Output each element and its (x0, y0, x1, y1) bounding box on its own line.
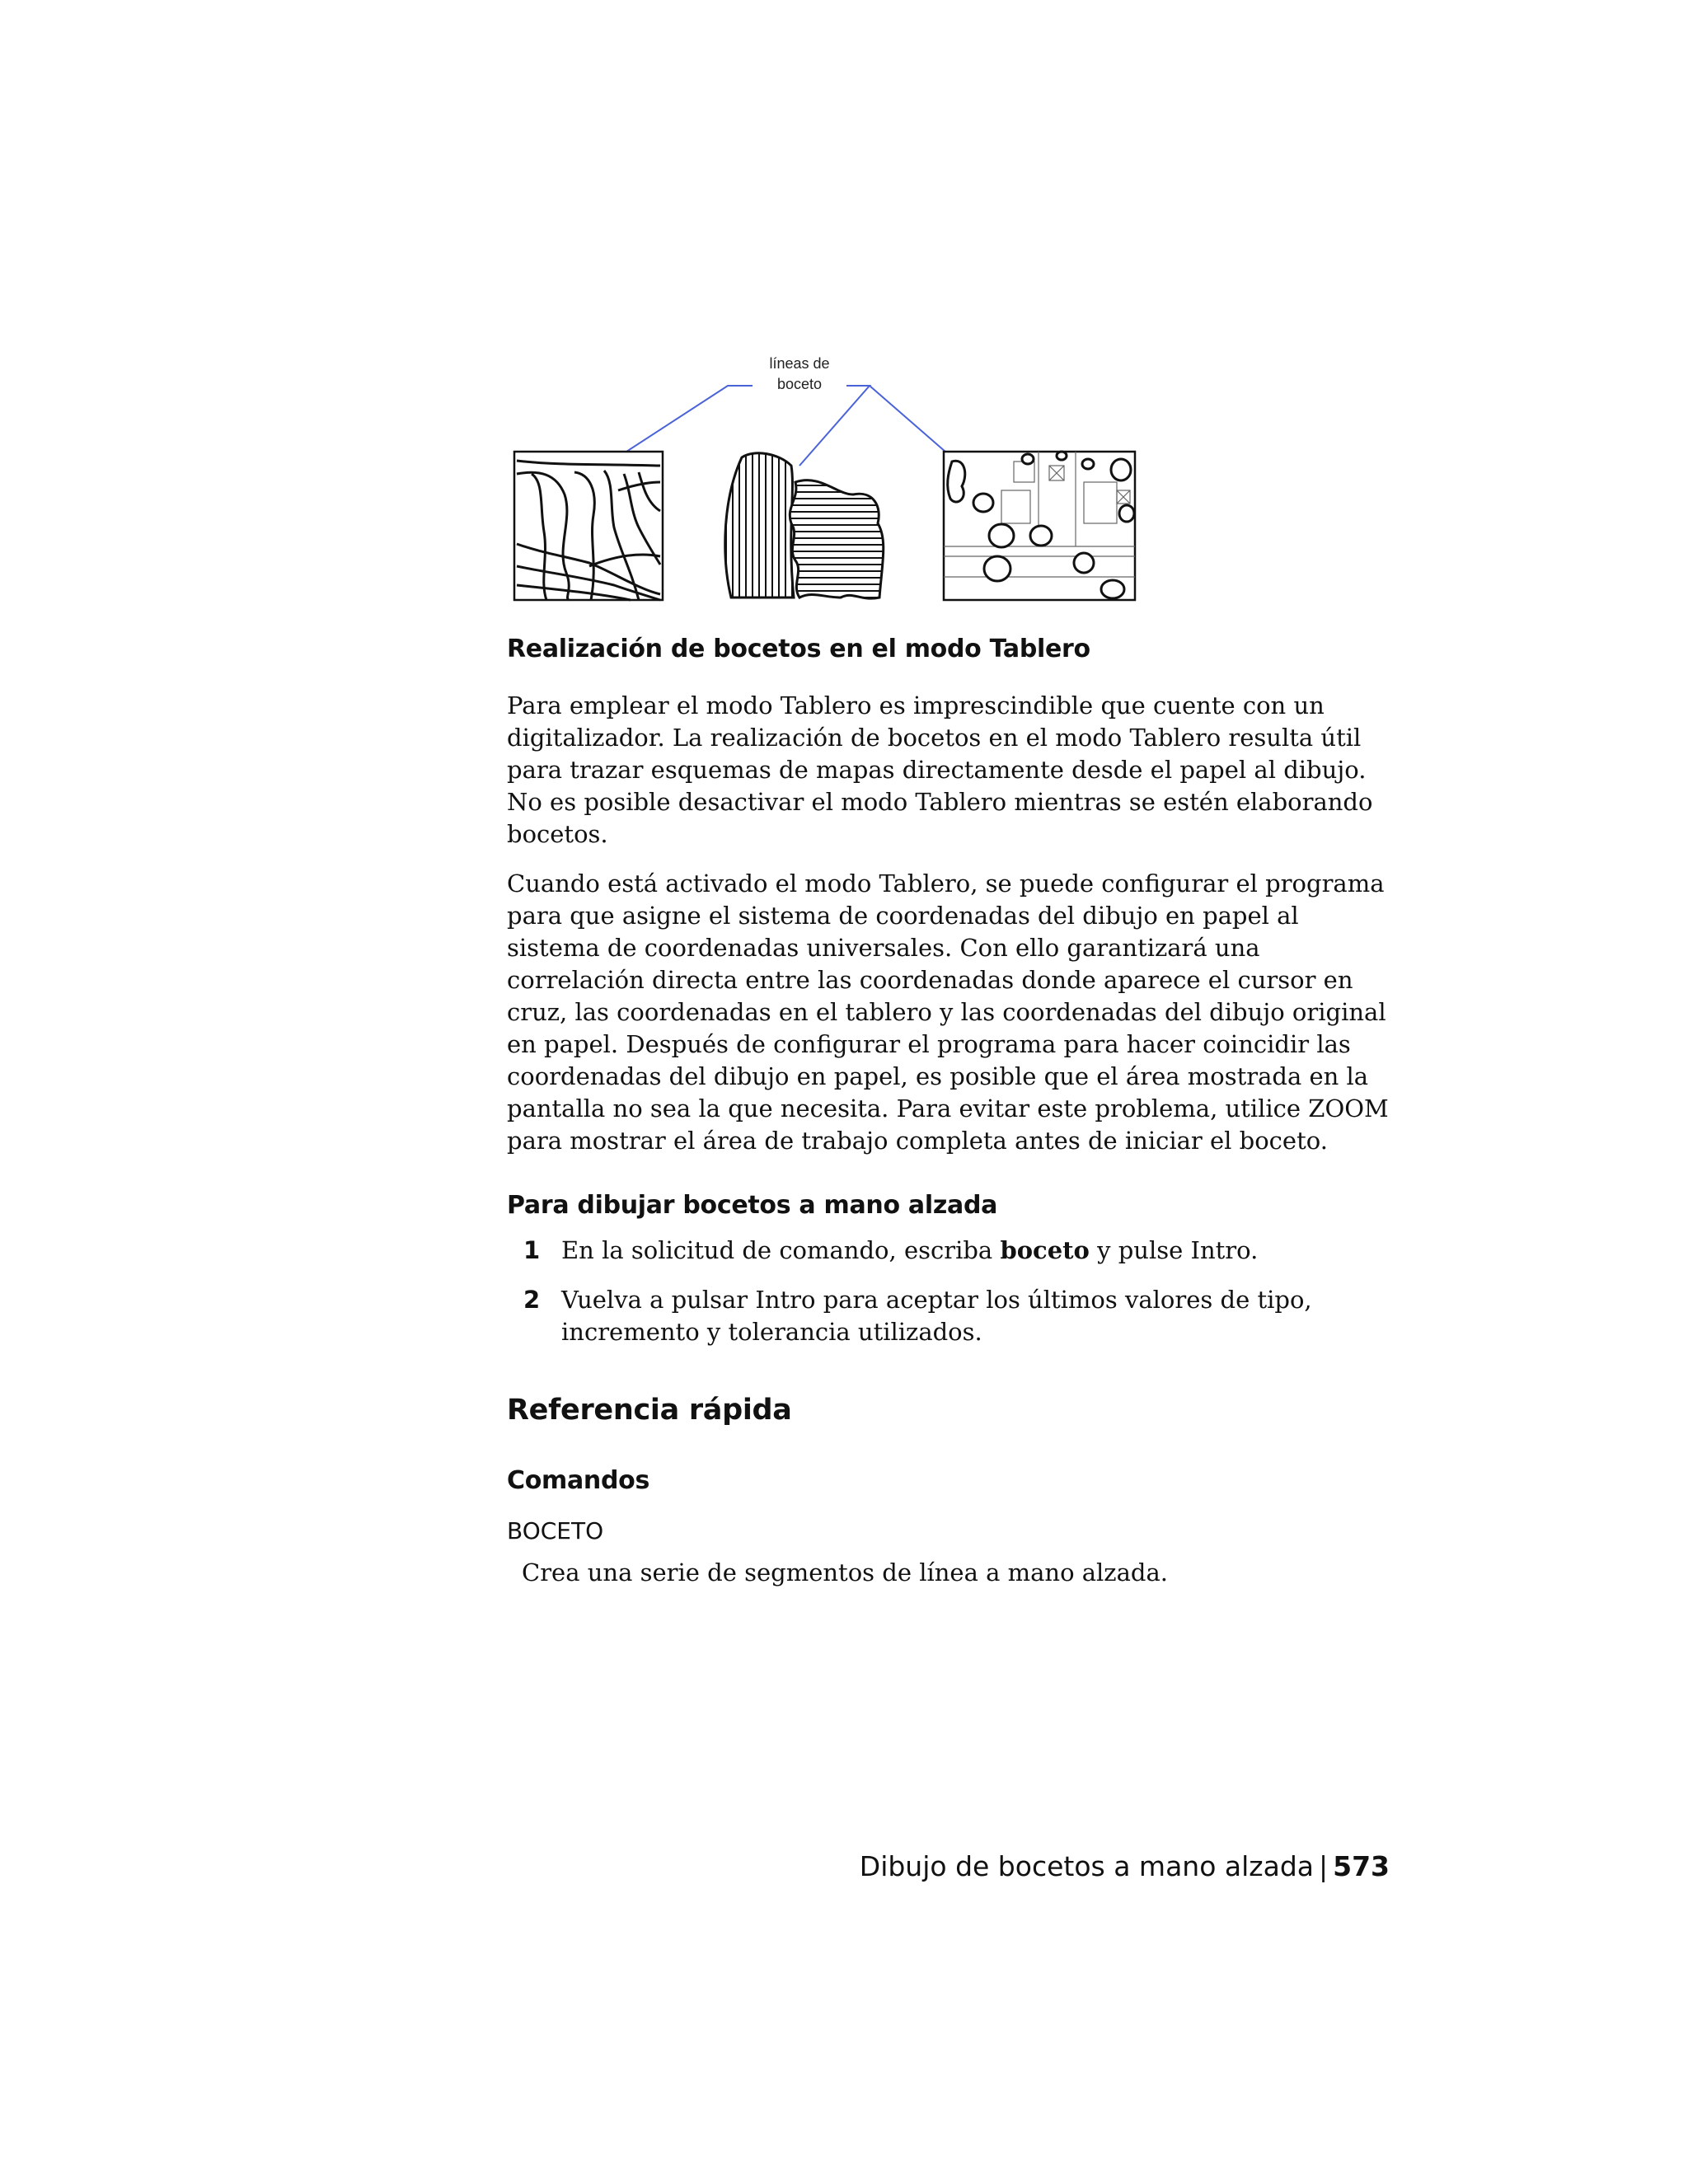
sketch-illustration (507, 350, 1150, 606)
procedure-step-1 (507, 1235, 1397, 1267)
paragraph-digitizer: Para emplear el modo Tablero es imprescindible que cuente con un digitalizador. La realización de bocetos en el modo Tablero resulta útil para trazar esquemas de mapas directamente desde el papel al dibujo. No es posible desactivar el modo Tablero mientras se estén elaborando bocetos. (507, 691, 1373, 848)
commands-heading: Comandos (507, 1466, 650, 1495)
page-footer (860, 1850, 1390, 1882)
footer-chapter-title: Dibujo de bocetos a mano alzada (859, 1850, 1314, 1882)
step-number: 1 (523, 1236, 541, 1264)
command-description: Crea una serie de segmentos de línea a mano alzada. (522, 1558, 1168, 1586)
page-number: 573 (1333, 1850, 1390, 1882)
figure-label-line1: líneas de (769, 355, 830, 372)
figure-label-line2: boceto (776, 376, 823, 392)
command-keyword: boceto (1000, 1236, 1090, 1264)
paragraph-coordinates: Cuando está activado el modo Tablero, se puede configurar el programa para que asigne el sistema de coordenadas del dibujo en papel al sistema de coordenadas universales. Con ello garantizará una correlación directa entre las coordenadas donde aparece el cursor en cruz, las coordenadas en el tablero y las coordenadas del dibujo original en papel. Después de configurar el programa para hacer coincidir las coordenadas del dibujo en papel, es posible que el área mostrada en la pantalla no sea la que necesita. Para evitar este problema, utilice ZOOM para mostrar el área de trabajo completa antes de iniciar el boceto. (507, 869, 1389, 1155)
procedure-steps (507, 1235, 1397, 1348)
step-number: 2 (523, 1286, 541, 1314)
quick-reference-heading: Referencia rápida (507, 1394, 792, 1427)
step-text-after: y pulse Intro. (1089, 1236, 1259, 1264)
step-text (561, 1235, 1397, 1267)
contour-map-panel (514, 452, 663, 600)
hatched-region-panel (725, 453, 884, 598)
step-text-before: En la solicitud de comando, escriba (561, 1236, 1001, 1264)
step-text: Vuelva a pulsar Intro para aceptar los últimos valores de tipo, incremento y tolerancia utilizados. (561, 1286, 1312, 1346)
section-heading-tablero: Realización de bocetos en el modo Tablero (507, 635, 1090, 663)
procedure-step-2 (507, 1284, 1397, 1348)
sketch-lines-figure (507, 350, 1150, 606)
procedure-heading: Para dibujar bocetos a mano alzada (507, 1191, 998, 1220)
footer-separator: | (1318, 1850, 1329, 1882)
command-name: BOCETO (507, 1517, 604, 1544)
site-plan-panel (944, 452, 1135, 600)
main-content (507, 635, 1397, 1589)
